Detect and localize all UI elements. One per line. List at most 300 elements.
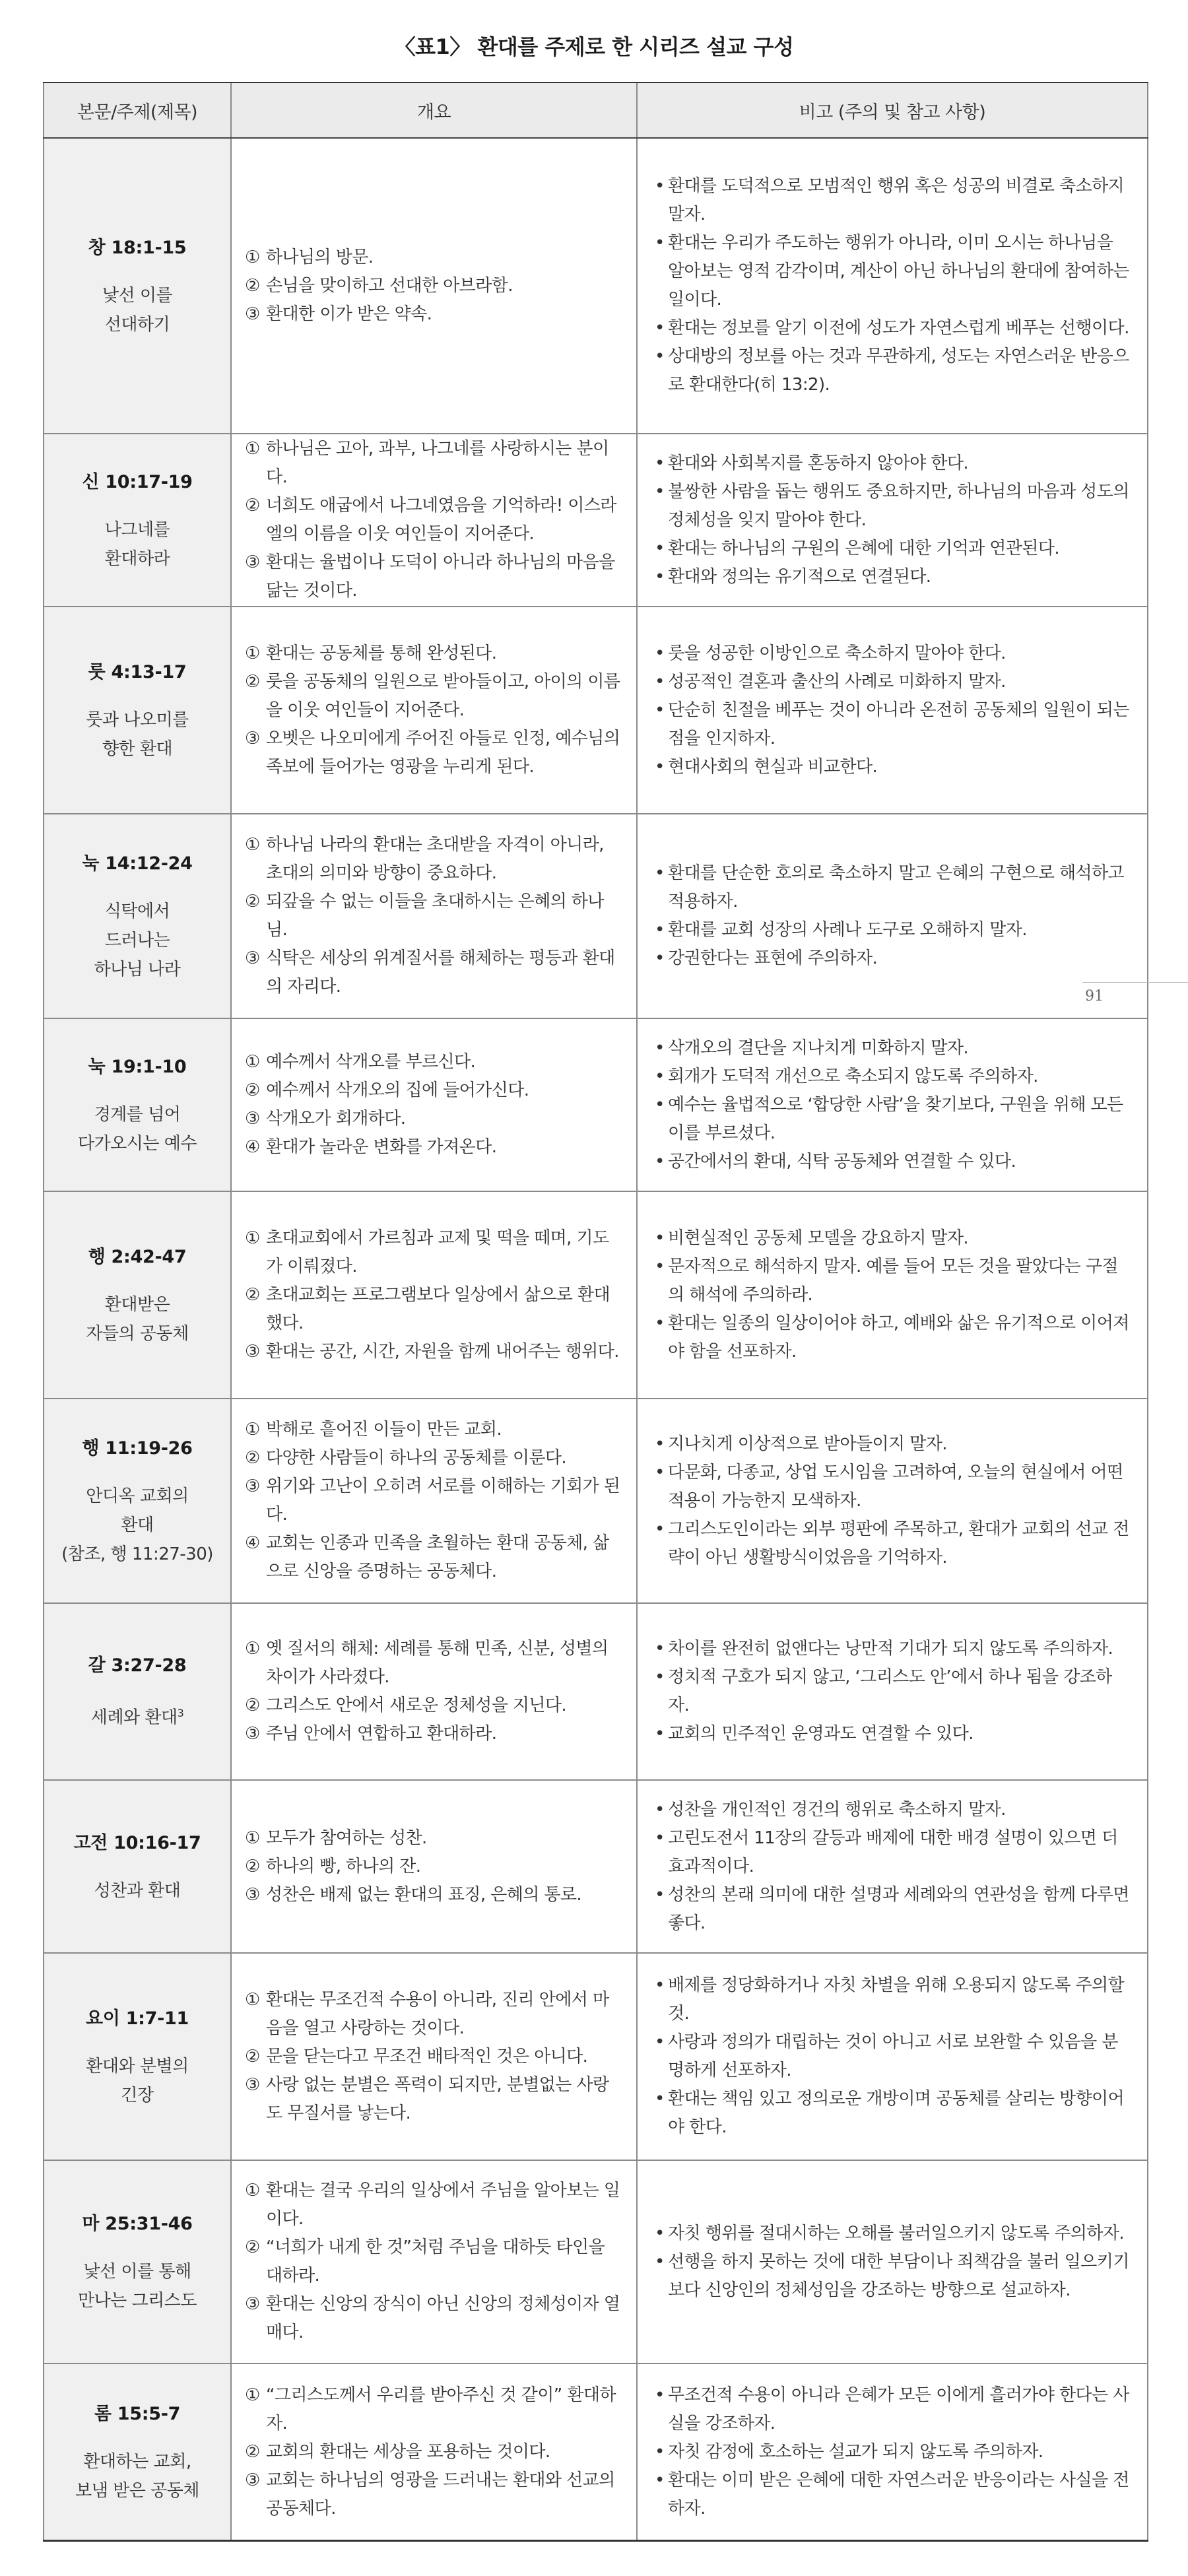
note-text: 상대방의 정보를 아는 것과 무관하게, 성도는 자연스러운 반응으로 환대한다(히 13:2). (668, 347, 1129, 395)
outline-text: 초대교회에서 가르침과 교제 및 떡을 떼며, 기도가 이뤄졌다. (266, 1228, 609, 1276)
outline-item (245, 1529, 622, 1586)
note-item (655, 172, 1131, 229)
outline-number: ① (245, 2385, 260, 2405)
bullet-icon: • (655, 1519, 665, 1539)
table-row-notes-cell (638, 814, 1147, 1018)
table-row-topic-cell (44, 2364, 230, 2540)
outline-item (245, 1048, 622, 1076)
outline-text: 환대가 놀라운 변화를 가져온다. (266, 1137, 497, 1157)
outline-item (245, 1692, 622, 1720)
outline-text: “그리스도께서 우리를 받아주신 것 같이” 환대하자. (266, 2385, 616, 2433)
note-text: 고린도전서 11장의 갈등과 배제에 대한 배경 설명이 있으면 더 효과적이다. (668, 1828, 1118, 1876)
note-item (655, 1515, 1131, 1572)
outline-item (245, 244, 622, 272)
outline-text: 환대는 공동체를 통해 완성된다. (266, 643, 497, 663)
sermon-topic: 경계를 넘어 다가오시는 예수 (77, 1104, 197, 1154)
scripture-reference: 행 11:19-26 (82, 1437, 193, 1459)
header-text-topic: 본문/주제(제목) (44, 83, 230, 137)
table-row-notes-cell (638, 1604, 1147, 1779)
bullet-icon: • (655, 700, 665, 720)
note-text: 환대는 이미 받은 은혜에 대한 자연스러운 반응이라는 사실을 전하자. (668, 2470, 1129, 2519)
note-item (655, 1971, 1131, 2028)
outline-number: ③ (245, 304, 260, 324)
outline-text: 초대교회는 프로그램보다 일상에서 삶으로 환대했다. (266, 1284, 610, 1333)
table-row-notes-cell (638, 1019, 1147, 1191)
note-item (655, 2438, 1131, 2466)
outline-item (245, 1076, 622, 1105)
table-row-outline-cell (232, 814, 636, 1018)
bullet-icon: • (655, 1434, 665, 1454)
scripture-reference: 창 18:1-15 (88, 237, 187, 258)
bullet-icon: • (655, 2441, 665, 2462)
bullet-icon: • (655, 863, 665, 883)
bullet-icon: • (655, 2470, 665, 2490)
bullet-icon: • (655, 643, 665, 663)
note-text: 비현실적인 공동체 모델을 강요하지 말자. (668, 1228, 969, 1248)
notes-list (655, 1430, 1131, 1572)
note-text: 차이를 완전히 없앤다는 낭만적 기대가 되지 않도록 주의하자. (668, 1639, 1113, 1659)
scripture-reference: 롬 15:5-7 (94, 2403, 181, 2424)
footnote-marker: 3 (177, 1707, 184, 1720)
notes-list (655, 1635, 1131, 1748)
table-row-topic-cell (44, 814, 230, 1018)
note-text: 환대와 사회복지를 혼동하지 않아야 한다. (668, 453, 969, 473)
scripture-reference: 행 2:42-47 (88, 1246, 187, 1267)
bullet-icon: • (655, 2251, 665, 2272)
note-item (655, 1224, 1131, 1253)
page-number-rule (1082, 982, 1188, 983)
outline-text: 식탁은 세상의 위계질서를 해체하는 평등과 환대의 자리다. (266, 948, 615, 997)
outline-item (245, 2177, 622, 2233)
outline-number: ③ (245, 1884, 260, 1905)
outline-text: 교회는 하나님의 영광을 드러내는 환대와 선교의 공동체다. (266, 2470, 615, 2519)
bullet-icon: • (655, 1667, 665, 1687)
note-text: 환대는 책임 있고 정의로운 개방이며 공동체를 살리는 방향이어야 한다. (668, 2089, 1125, 2137)
outline-number: ② (245, 2046, 260, 2066)
bullet-icon: • (655, 453, 665, 473)
note-text: 그리스도인이라는 외부 평판에 주목하고, 환대가 교회의 선교 전략이 아닌 생활방식이었음을 기억하자. (668, 1519, 1129, 1568)
note-item (655, 478, 1131, 535)
outline-list (245, 1416, 622, 1586)
outline-item (245, 1853, 622, 1881)
sermon-topic: 식탁에서 드러나는 하나님 나라 (94, 901, 181, 979)
outline-number: ① (245, 1639, 260, 1659)
table-row-outline-cell (232, 434, 636, 606)
table-row-outline-cell (232, 1604, 636, 1779)
outline-text: 환대는 율법이나 도덕이 아니라 하나님의 마음을 닮는 것이다. (266, 552, 615, 601)
notes-list (655, 859, 1131, 973)
note-text: 무조건적 수용이 아니라 은혜가 모든 이에게 흘러가야 한다는 사실을 강조하자. (668, 2385, 1129, 2433)
table-row-outline-cell (232, 139, 636, 433)
outline-text: 교회는 인종과 민족을 초월하는 환대 공동체, 삶으로 신앙을 증명하는 공동체다. (266, 1533, 609, 1581)
sermon-topic-line (91, 1699, 184, 1733)
note-text: 강권한다는 표현에 주의하자. (668, 948, 878, 968)
table-row-topic-cell (44, 1019, 230, 1191)
outline-item (245, 725, 622, 781)
note-text: 삭개오의 결단을 지나치게 미화하지 말자. (668, 1038, 969, 1058)
note-text: 문자적으로 해석하지 말자. 예를 들어 모든 것을 팔았다는 구절의 해석에 주의하라. (668, 1256, 1118, 1305)
outline-list (245, 1048, 622, 1162)
note-text: 불쌍한 사람을 돕는 행위도 중요하지만, 하나님의 마음과 성도의 정체성을 잊지 말아야 한다. (668, 481, 1129, 530)
outline-item (245, 548, 622, 605)
sermon-topic: 낯선 이를 선대하기 (102, 285, 173, 335)
scripture-reference: 갈 3:27-28 (88, 1655, 187, 1676)
bullet-icon: • (655, 566, 665, 587)
outline-list (245, 640, 622, 781)
bullet-icon: • (655, 318, 665, 338)
outline-text: 하나의 빵, 하나의 잔. (266, 1856, 421, 1876)
note-text: 자칫 감정에 호소하는 설교가 되지 않도록 주의하자. (668, 2441, 1043, 2462)
note-item (655, 1796, 1131, 1824)
note-text: 환대와 정의는 유기적으로 연결된다. (668, 566, 931, 587)
outline-item (245, 1224, 622, 1281)
note-item (655, 2248, 1131, 2305)
outline-number: ③ (245, 2074, 260, 2095)
outline-number: ② (245, 1284, 260, 1305)
note-item (655, 1663, 1131, 1720)
note-text: 환대를 도덕적으로 모범적인 행위 혹은 성공의 비결로 축소하지 말자. (668, 176, 1125, 224)
outline-number: ① (245, 2181, 260, 2200)
bullet-icon: • (655, 920, 665, 940)
outline-item (245, 668, 622, 725)
note-text: 지나치게 이상적으로 받아들이지 말자. (668, 1434, 947, 1454)
outline-text: 그리스도 안에서 새로운 정체성을 지닌다. (266, 1696, 567, 1715)
outline-list (245, 1224, 622, 1366)
scripture-reference: 요이 1:7-11 (85, 2008, 189, 2029)
bullet-icon: • (655, 1462, 665, 1482)
outline-text: 박해로 흩어진 이들이 만든 교회. (266, 1420, 502, 1439)
note-item (655, 1824, 1131, 1881)
sermon-topic: 환대받은 자들의 공동체 (86, 1294, 189, 1344)
table-row-notes-cell (638, 2364, 1147, 2540)
table-row-outline-cell (232, 2364, 636, 2540)
bullet-icon: • (655, 1313, 665, 1333)
table-row-topic-cell (44, 2161, 230, 2363)
outline-item (245, 2466, 622, 2523)
outline-text: 모두가 참여하는 성찬. (266, 1828, 427, 1848)
outline-item (245, 888, 622, 944)
note-text: 사랑과 정의가 대립하는 것이 아니고 서로 보완할 수 있음을 분명하게 선포하자. (668, 2032, 1118, 2080)
outline-list (245, 1635, 622, 1748)
outline-number: ① (245, 1989, 260, 2010)
outline-text: 하나님은 고아, 과부, 나그네를 사랑하시는 분이다. (266, 439, 609, 487)
outline-text: 위기와 고난이 오히려 서로를 이해하는 기회가 된다. (266, 1476, 620, 1525)
note-text: 선행을 하지 못하는 것에 대한 부담이나 죄책감을 불러 일으키기보다 신앙인의 정체성임을 강조하는 방향으로 설교하자. (668, 2251, 1129, 2300)
sermon-topic: 성찬과 환대 (94, 1880, 181, 1901)
table-row-topic-cell (44, 1604, 230, 1779)
scripture-reference: 고전 10:16-17 (73, 1832, 201, 1853)
note-text: 정치적 구호가 되지 않고, ‘그리스도 안’에서 하나 됨을 강조하자. (668, 1667, 1112, 1715)
note-item (655, 2466, 1131, 2523)
bullet-icon: • (655, 671, 665, 692)
outline-number: ④ (245, 1137, 260, 1157)
outline-item (245, 300, 622, 329)
outline-item (245, 1105, 622, 1133)
outline-number: ① (245, 643, 260, 663)
bullet-icon: • (655, 481, 665, 502)
table-row-outline-cell (232, 1399, 636, 1602)
sermon-topic: 안디옥 교회의 환대 (참조, 행 11:27-30) (61, 1486, 213, 1564)
outline-number: ② (245, 2237, 260, 2257)
note-item (655, 1034, 1131, 1063)
outline-number: ② (245, 2441, 260, 2462)
table-bottom-rule (43, 2540, 1148, 2542)
outline-list (245, 435, 622, 605)
bullet-icon: • (655, 2385, 665, 2405)
outline-item (245, 1133, 622, 1162)
outline-item (245, 1720, 622, 1748)
outline-text: 손님을 맞이하고 선대한 아브라함. (266, 275, 513, 296)
outline-text: 예수께서 삭개오를 부르신다. (266, 1052, 476, 1072)
outline-number: ② (245, 275, 260, 296)
bullet-icon: • (655, 1038, 665, 1058)
outline-number: ① (245, 835, 260, 855)
table-row-topic-cell (44, 1781, 230, 1952)
outline-number: ④ (245, 1533, 260, 1553)
outline-number: ① (245, 1420, 260, 1439)
outline-number: ① (245, 1828, 260, 1848)
outline-list (245, 831, 622, 1001)
outline-number: ③ (245, 2470, 260, 2490)
note-item (655, 1635, 1131, 1663)
note-text: 다문화, 다종교, 상업 도시임을 고려하여, 오늘의 현실에서 어떤 적용이 가능한지 모색하자. (668, 1462, 1123, 1511)
outline-text: 너희도 애굽에서 나그네였음을 기억하라! 이스라엘의 이름을 이웃 여인들이 지어준다. (266, 496, 616, 544)
table-row-outline-cell (232, 1192, 636, 1398)
bullet-icon: • (655, 948, 665, 968)
sermon-topic: 낯선 이를 통해 만나는 그리스도 (77, 2261, 197, 2311)
table-row-notes-cell (638, 607, 1147, 813)
outline-item (245, 2381, 622, 2438)
sermon-topic: 환대하는 교회, 보냄 받은 공동체 (75, 2451, 199, 2501)
note-item (655, 343, 1131, 399)
table-row-topic-cell (44, 1399, 230, 1602)
note-item (655, 535, 1131, 563)
outline-text: 환대는 신앙의 장식이 아닌 신앙의 정체성이자 열매다. (266, 2294, 620, 2342)
notes-list (655, 2381, 1131, 2523)
table-row-notes-cell (638, 1399, 1147, 1602)
note-item (655, 2028, 1131, 2085)
table-row-topic-cell (44, 1192, 230, 1398)
outline-text: “너희가 내게 한 것”처럼 주님을 대하듯 타인을 대하라. (266, 2237, 605, 2286)
outline-item (245, 1881, 622, 1909)
note-text: 성찬을 개인적인 경건의 행위로 축소하지 말자. (668, 1799, 1006, 1820)
sermon-topic: 환대와 분별의 긴장 (86, 2056, 189, 2105)
outline-list (245, 1824, 622, 1909)
outline-number: ③ (245, 948, 260, 968)
note-item (655, 563, 1131, 591)
notes-list (655, 1796, 1131, 1938)
header-notes: 비고 (주의 및 참고 사항) (638, 83, 1147, 137)
table-row-notes-cell (638, 1954, 1147, 2160)
note-item (655, 944, 1131, 973)
notes-list (655, 1971, 1131, 2142)
bullet-icon: • (655, 756, 665, 777)
outline-number: ③ (245, 1476, 260, 1496)
bullet-icon: • (655, 176, 665, 196)
outline-text: 사랑 없는 분별은 폭력이 되지만, 분별없는 사랑도 무질서를 낳는다. (266, 2074, 609, 2123)
outline-number: ① (245, 439, 260, 459)
note-text: 회개가 도덕적 개선으로 축소되지 않도록 주의하자. (668, 1066, 1038, 1086)
outline-number: ① (245, 247, 260, 267)
bullet-icon: • (655, 2223, 665, 2243)
bullet-icon: • (655, 1151, 665, 1172)
note-item (655, 314, 1131, 343)
notes-list (655, 172, 1131, 399)
outline-number: ③ (245, 1341, 260, 1362)
outline-item (245, 1338, 622, 1366)
outline-number: ③ (245, 1724, 260, 1744)
notes-list (655, 1034, 1131, 1176)
outline-item (245, 1416, 622, 1444)
table-row-notes-cell (638, 1781, 1147, 1952)
note-text: 성공적인 결혼과 출산의 사례로 미화하지 말자. (668, 671, 1006, 692)
outline-item (245, 1986, 622, 2043)
bullet-icon: • (655, 1228, 665, 1248)
note-text: 단순히 친절을 베푸는 것이 아니라 온전히 공동체의 일원이 되는 점을 인지하자. (668, 700, 1129, 748)
table-title: 〈표1〉 환대를 주제로 한 시리즈 설교 구성 (394, 34, 794, 59)
note-text: 룻을 성공한 이방인으로 축소하지 말아야 한다. (668, 643, 1006, 663)
bullet-icon: • (655, 1256, 665, 1276)
outline-number: ③ (245, 2294, 260, 2314)
bullet-icon: • (655, 2089, 665, 2109)
outline-item (245, 2438, 622, 2466)
outline-text: 환대는 결국 우리의 일상에서 주님을 알아보는 일이다. (266, 2181, 620, 2229)
table-row-notes-cell (638, 139, 1147, 433)
note-item (655, 916, 1131, 944)
outline-list (245, 1986, 622, 2128)
bullet-icon: • (655, 347, 665, 366)
outline-number: ② (245, 1856, 260, 1876)
sermon-topic: 세례와 환대 (90, 1707, 178, 1728)
notes-list (655, 2220, 1131, 2305)
outline-text: 하나님 나라의 환대는 초대받을 자격이 아니라, 초대의 의미와 방향이 중요하다. (266, 835, 604, 883)
outline-number: ① (245, 1228, 260, 1248)
outline-text: 환대는 공간, 시간, 자원을 함께 내어주는 행위다. (266, 1341, 619, 1362)
table-right-border (1147, 83, 1148, 2540)
note-item (655, 1148, 1131, 1176)
table-row-notes-cell (638, 434, 1147, 606)
note-item (655, 1063, 1131, 1091)
note-item (655, 1253, 1131, 1309)
note-text: 환대는 우리가 주도하는 행위가 아니라, 이미 오시는 하나님을 알아보는 영적 감각이며, 계산이 아닌 하나님의 환대에 참여하는 일이다. (668, 233, 1129, 310)
outline-text: 삭개오가 회개하다. (266, 1109, 406, 1129)
scripture-reference: 룻 4:13-17 (88, 661, 187, 682)
outline-text: 룻을 공동체의 일원으로 받아들이고, 아이의 이름을 이웃 여인들이 지어준다. (266, 671, 620, 720)
table-row-notes-cell (638, 2161, 1147, 2363)
table-row-outline-cell (232, 1954, 636, 2160)
note-text: 공간에서의 환대, 식탁 공동체와 연결할 수 있다. (668, 1151, 1016, 1172)
sermon-topic: 룻과 나오미를 향한 환대 (86, 710, 189, 759)
notes-list (655, 640, 1131, 781)
bullet-icon: • (655, 1799, 665, 1820)
outline-item (245, 2043, 622, 2071)
bullet-icon: • (655, 1639, 665, 1659)
bullet-icon: • (655, 1724, 665, 1744)
note-item (655, 229, 1131, 314)
bullet-icon: • (655, 1066, 665, 1086)
table-row-outline-cell (232, 2161, 636, 2363)
table-row-outline-cell (232, 1019, 636, 1191)
note-text: 환대는 일종의 일상이어야 하고, 예배와 삶은 유기적으로 이어져야 함을 선포하자. (668, 1313, 1129, 1362)
outline-item (245, 272, 622, 300)
note-item (655, 1091, 1131, 1148)
outline-item (245, 1472, 622, 1529)
table-row-outline-cell (232, 1781, 636, 1952)
bullet-icon: • (655, 1975, 665, 1995)
table-row-outline-cell (232, 607, 636, 813)
outline-item (245, 1635, 622, 1692)
outline-text: 성찬은 배제 없는 환대의 표징, 은혜의 통로. (266, 1884, 582, 1905)
outline-text: 오벳은 나오미에게 주어진 아들로 인정, 예수님의 족보에 들어가는 영광을 누리게 된다. (266, 728, 620, 777)
outline-text: 주님 안에서 연합하고 환대하라. (266, 1724, 497, 1744)
note-item (655, 1430, 1131, 1459)
scripture-reference: 눅 19:1-10 (88, 1056, 187, 1077)
note-item (655, 640, 1131, 668)
notes-list (655, 1224, 1131, 1366)
outline-text: 예수께서 삭개오의 집에 들어가신다. (266, 1080, 529, 1100)
table-row-topic-cell (44, 139, 230, 433)
bullet-icon: • (655, 538, 665, 558)
bullet-icon: • (655, 233, 665, 253)
outline-item (245, 1281, 622, 1338)
outline-number: ② (245, 1448, 260, 1468)
outline-item (245, 1444, 622, 1472)
table-row-topic-cell (44, 607, 230, 813)
note-text: 성찬의 본래 의미에 대한 설명과 세례와의 연관성을 함께 다루면 좋다. (668, 1884, 1129, 1933)
note-text: 교회의 민주적인 운영과도 연결할 수 있다. (668, 1724, 974, 1744)
table-row-topic-cell (44, 1954, 230, 2160)
outline-item (245, 640, 622, 668)
outline-text: 다양한 사람들이 하나의 공동체를 이룬다. (266, 1448, 567, 1468)
outline-text: 문을 닫는다고 무조건 배타적인 것은 아니다. (266, 2046, 588, 2066)
outline-text: 환대한 이가 받은 약속. (266, 304, 432, 324)
outline-number: ③ (245, 552, 260, 572)
outline-list (245, 2381, 622, 2523)
note-item (655, 1720, 1131, 1748)
note-item (655, 2085, 1131, 2142)
scripture-reference: 신 10:17-19 (82, 471, 193, 492)
outline-item (245, 2233, 622, 2290)
bullet-icon: • (655, 1094, 665, 1115)
note-text: 환대를 교회 성장의 사례나 도구로 오해하지 말자. (668, 920, 1027, 940)
note-item (655, 1309, 1131, 1366)
outline-number: ③ (245, 1109, 260, 1129)
note-text: 환대를 단순한 호의로 축소하지 말고 은혜의 구현으로 해석하고 적용하자. (668, 863, 1125, 911)
outline-text: 환대는 무조건적 수용이 아니라, 진리 안에서 마음을 열고 사랑하는 것이다. (266, 1989, 609, 2038)
outline-number: ③ (245, 728, 260, 748)
outline-number: ② (245, 671, 260, 692)
outline-text: 하나님의 방문. (266, 247, 374, 267)
outline-item (245, 435, 622, 492)
outline-number: ② (245, 892, 260, 911)
note-item (655, 859, 1131, 916)
note-item (655, 668, 1131, 696)
outline-item (245, 492, 622, 548)
note-item (655, 1881, 1131, 1938)
note-text: 자칫 행위를 절대시하는 오해를 불러일으키지 않도록 주의하자. (668, 2223, 1125, 2243)
note-text: 환대는 정보를 알기 이전에 성도가 자연스럽게 베푸는 선행이다. (668, 318, 1129, 338)
outline-item (245, 831, 622, 888)
outline-list (245, 2177, 622, 2347)
outline-number: ② (245, 1080, 260, 1100)
outline-list (245, 244, 622, 329)
outline-number: ① (245, 1052, 260, 1072)
note-text: 배제를 정당화하거나 자칫 차별을 위해 오용되지 않도록 주의할 것. (668, 1975, 1125, 2024)
bullet-icon: • (655, 2032, 665, 2052)
note-text: 환대는 하나님의 구원의 은혜에 대한 기억과 연관된다. (668, 538, 1060, 558)
outline-number: ② (245, 1696, 260, 1715)
note-item (655, 2381, 1131, 2438)
